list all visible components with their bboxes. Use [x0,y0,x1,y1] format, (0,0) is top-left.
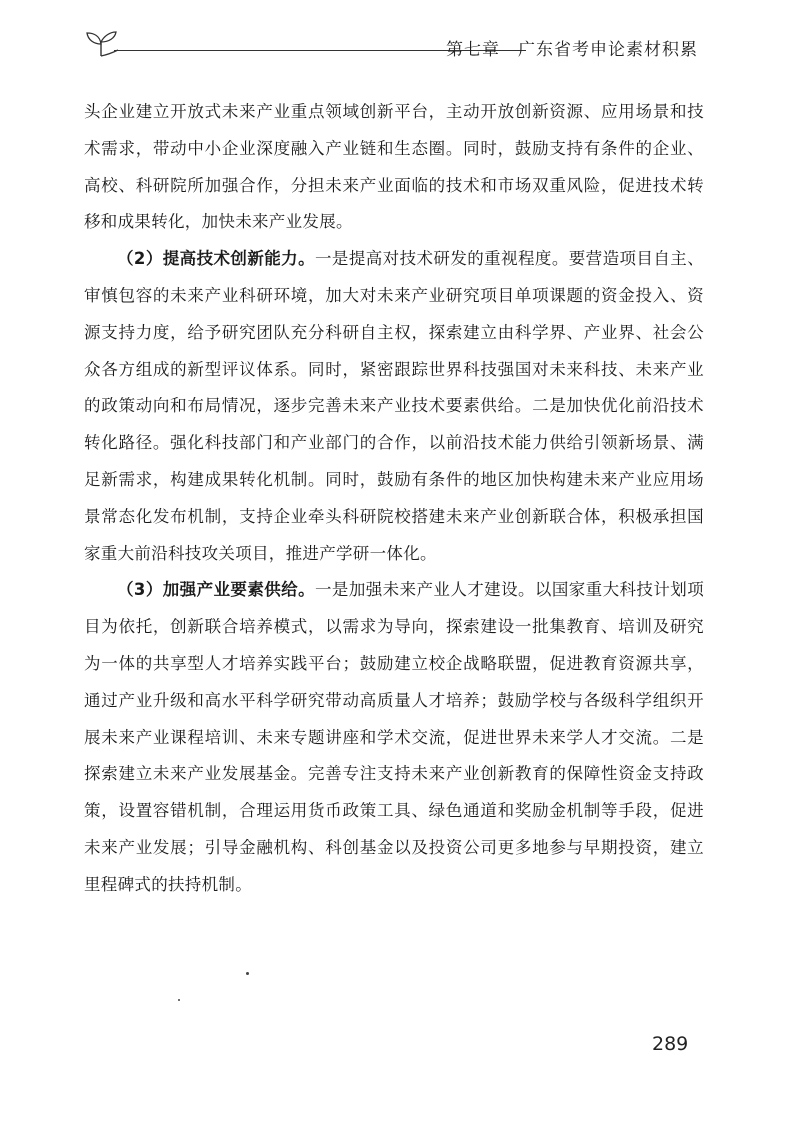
paragraph-2-heading: （2）提高技术创新能力。 [117,249,315,269]
scan-speck [246,972,249,975]
sprout-icon [84,28,118,58]
paragraph-3-heading: （3）加强产业要素供给。 [117,580,315,600]
paragraph-2 [84,241,704,572]
paragraph-2-text: 一是提高对技术研发的重视程度。要营造项目自主、审慎包容的未来产业科研环境，加大对未来产业研究项目单项课题的资金投入、资源支持力度，给予研究团队充分科研自主权，探索建立由科学界、产业界、社会公众各方组成的新型评议体系。同时，紧密跟踪世界科技强国对未来科技、未来产业的政策动向和布局情况，逐步完善未来产业技术要素供给。二是加快优化前沿技术转化路径。强化科技部门和产业部门的合作，以前沿技术能力供给引领新场景、满足新需求，构建成果转化机制。同时，鼓励有条件的地区加快构建未来产业应用场景常态化发布机制，支持企业牵头科研院校搭建未来产业创新联合体，积极承担国家重大前沿科技攻关项目，推进产学研一体化。 [84,249,704,563]
body-text [84,94,704,904]
paragraph-1 [84,94,704,241]
paragraph-1-text: 头企业建立开放式未来产业重点领域创新平台，主动开放创新资源、应用场景和技术需求，带动中小企业深度融入产业链和生态圈。同时，鼓励支持有条件的企业、高校、科研院所加强合作，分担未来产业面临的技术和市场双重风险，促进技术转移和成果转化，加快未来产业发展。 [84,102,704,232]
page-number: 289 [652,1033,689,1055]
paragraph-3 [84,572,704,903]
running-header [78,28,698,60]
paragraph-3-text: 一是加强未来产业人才建设。以国家重大科技计划项目为依托，创新联合培养模式，以需求为导向，探索建设一批集教育、培训及研究为一体的共享型人才培养实践平台；鼓励建立校企战略联盟，促进教育资源共享，通过产业升级和高水平科学研究带动高质量人才培养；鼓励学校与各级科学组织开展未来产业课程培训、未来专题讲座和学术交流，促进世界未来学人才交流。二是探索建立未来产业发展基金。完善专注支持未来产业创新教育的保障性资金支持政策，设置容错机制，合理运用货币政策工具、绿色通道和奖励金机制等手段，促进未来产业发展；引导金融机构、科创基金以及投资公司更多地参与早期投资，建立里程碑式的扶持机制。 [84,580,704,894]
chapter-label: 第七章 [446,40,500,60]
book-title: 广东省考申论素材积累 [518,40,698,60]
scan-speck [178,999,180,1001]
header-title [446,35,698,60]
